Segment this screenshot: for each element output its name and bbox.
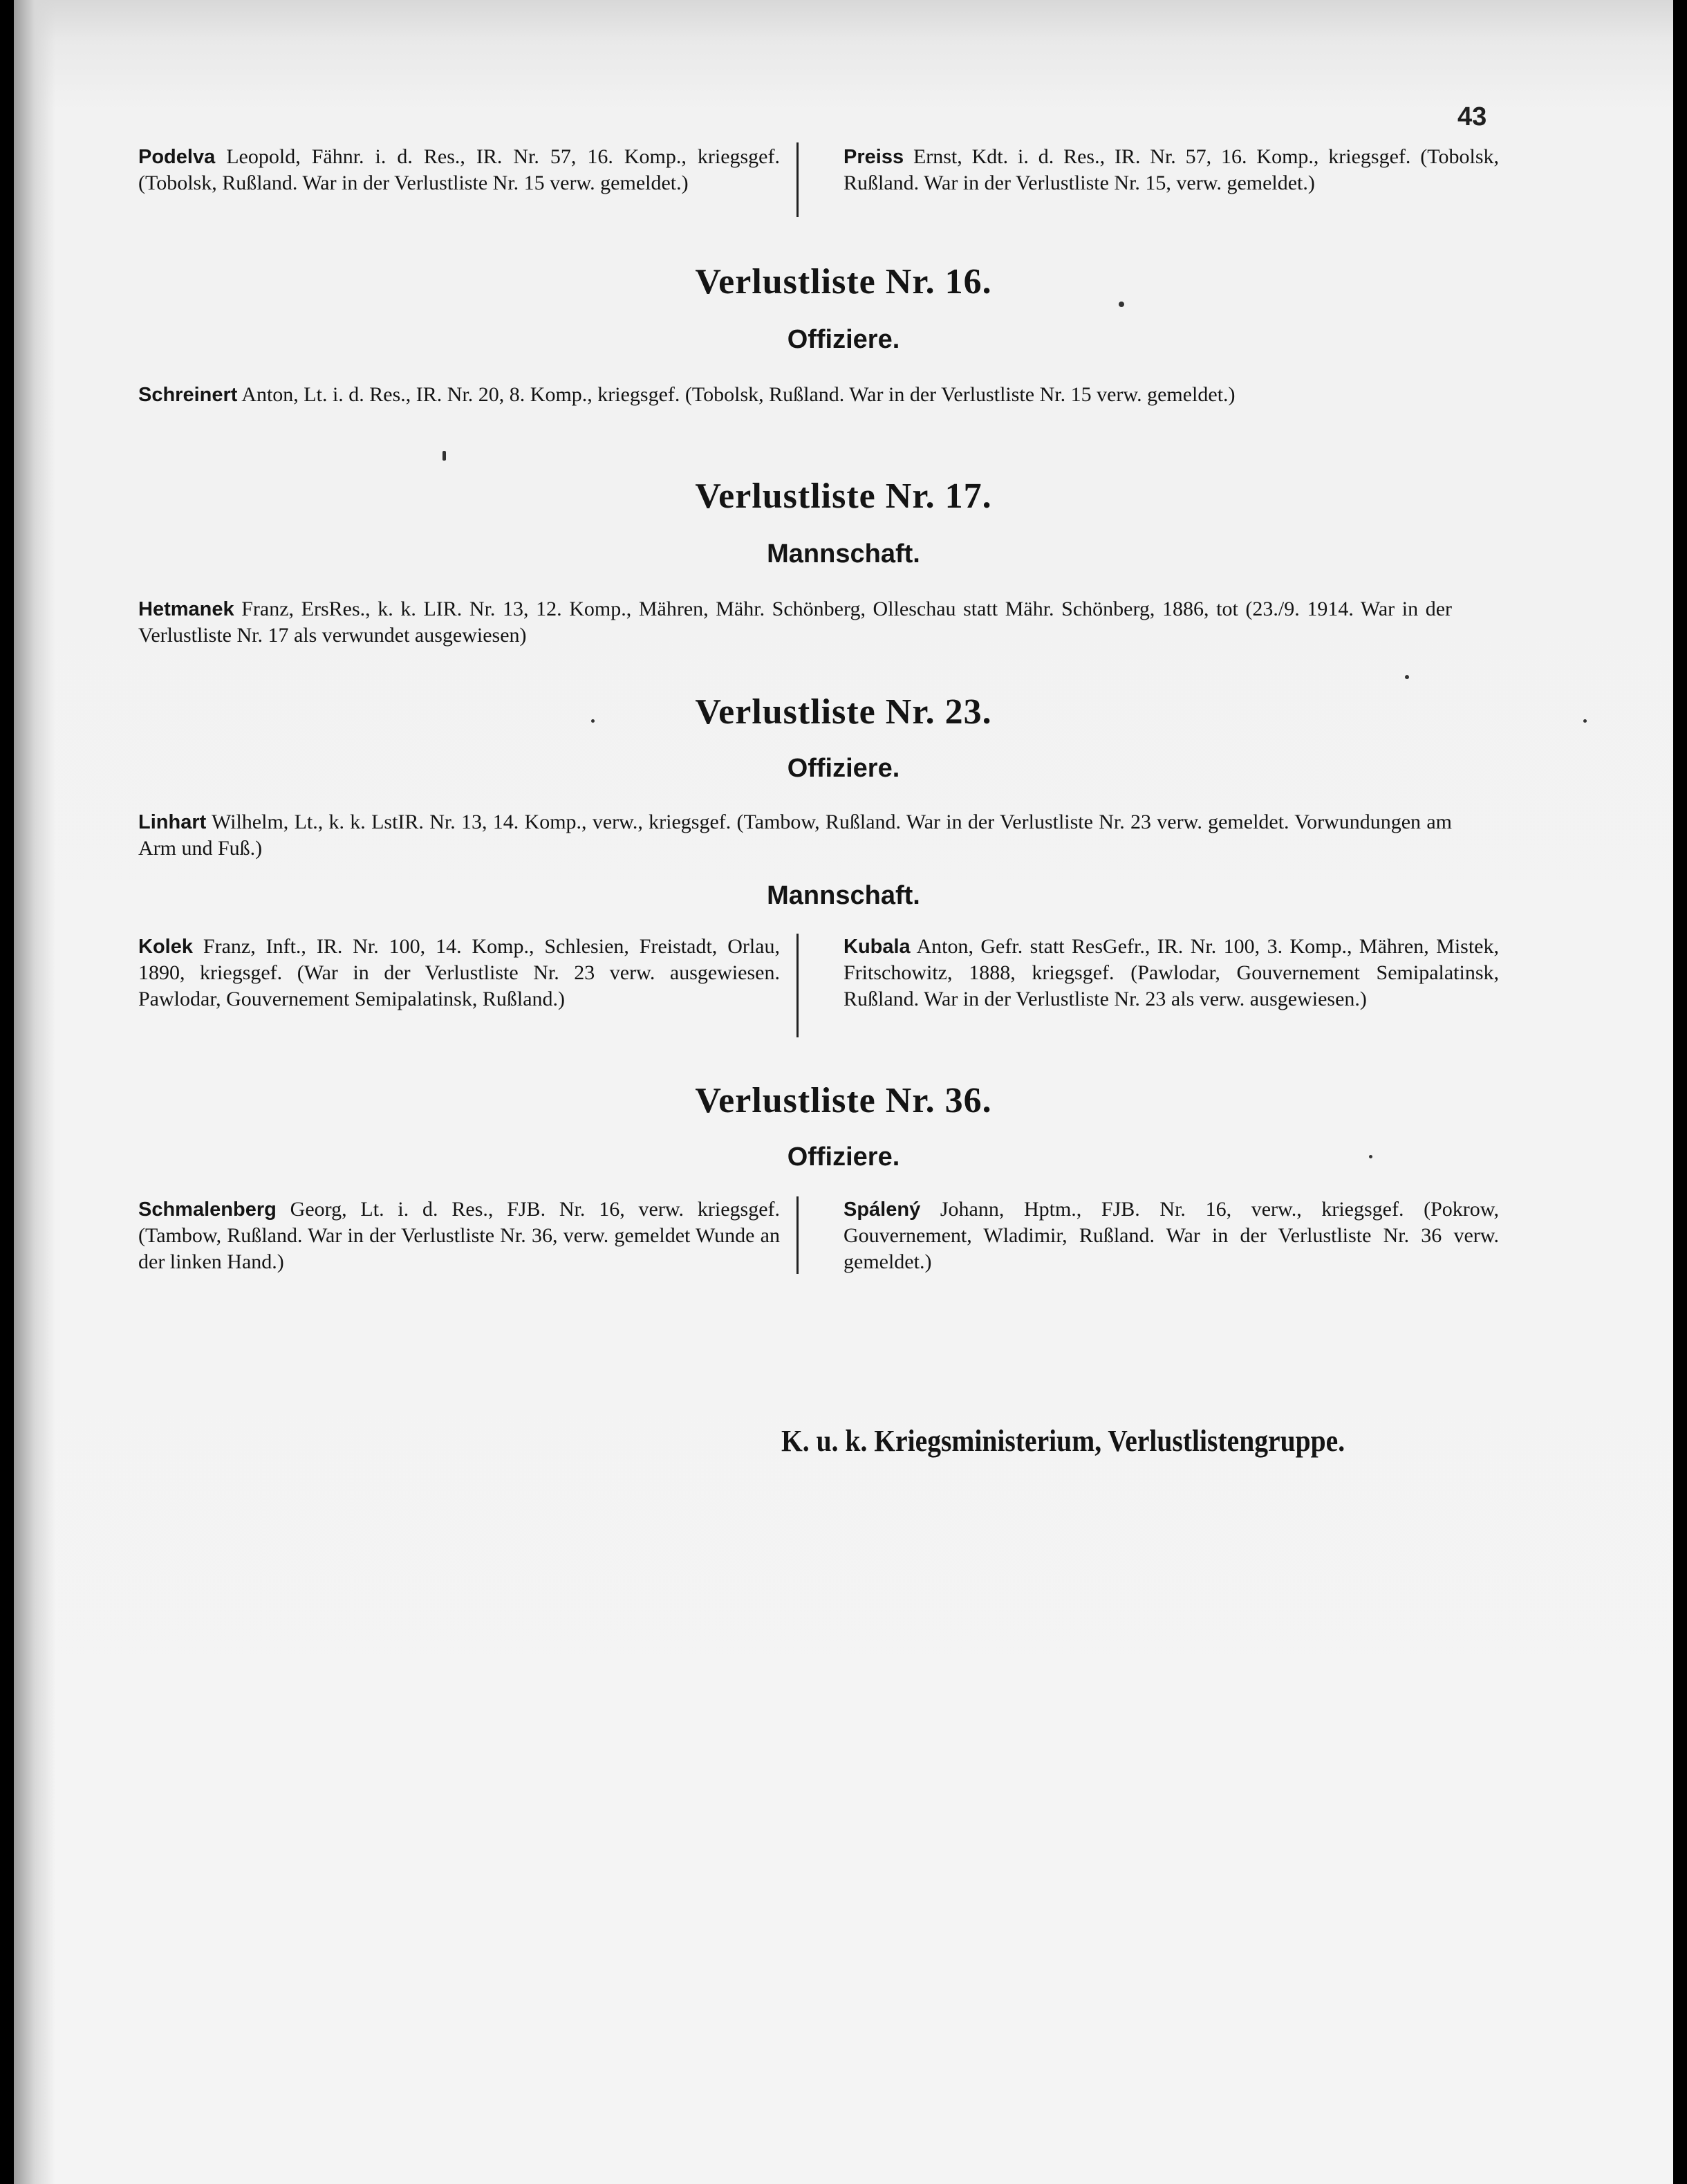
section-heading-36: Verlustliste Nr. 36.: [695, 1081, 992, 1120]
entry-surname: Kolek: [138, 936, 193, 958]
column-divider: [796, 1196, 799, 1274]
entry-text: Anton, Lt. i. d. Res., IR. Nr. 20, 8. Komp., kriegsgef. (Tobolsk, Rußland. War in der Verlustliste Nr. 15 verw. gemeldet.): [237, 383, 1236, 406]
entry-schreinert: [111, 382, 1452, 408]
scan-speck: [442, 451, 446, 461]
entry-surname: Schreinert: [138, 384, 238, 406]
entry-surname: Preiss: [843, 146, 904, 168]
entry-text: Ernst, Kdt. i. d. Res., IR. Nr. 57, 16. Komp., kriegsgef. (Tobolsk, Rußland. War in der Verlustliste Nr. 15, verw. gemeldet.): [843, 145, 1499, 194]
section-heading-16: Verlustliste Nr. 16.: [695, 262, 992, 302]
entry-text: Wilhelm, Lt., k. k. LstIR. Nr. 13, 14. Komp., verw., kriegsgef. (Tambow, Rußland. War in der Verlustliste Nr. 23 verw. gemeldet. Vorwundungen am Arm und Fuß.): [138, 811, 1452, 860]
entry-surname: Hetmanek: [138, 598, 234, 620]
entry-kubala: [816, 934, 1499, 1012]
scan-speck: [1583, 719, 1587, 723]
section-subheading-men-23: Mannschaft.: [767, 881, 920, 910]
section-subheading-officers-36: Offiziere.: [787, 1142, 900, 1172]
entry-preiss: [816, 144, 1499, 196]
section-subheading-officers-23: Offiziere.: [787, 754, 900, 783]
section-subheading-officers-16: Offiziere.: [787, 325, 900, 354]
ministry-signature: K. u. k. Kriegsministerium, Verlustlistengruppe.: [781, 1424, 1345, 1458]
entry-surname: Spálený: [843, 1199, 921, 1221]
scan-speck: [1405, 675, 1409, 679]
column-divider: [796, 142, 799, 217]
entry-kolek: [111, 934, 780, 1012]
scan-speck: [591, 719, 595, 723]
entry-hetmanek: [111, 596, 1452, 649]
entry-schmalenberg: [111, 1196, 780, 1275]
entry-text: Anton, Gefr. statt ResGefr., IR. Nr. 100, 3. Komp., Mähren, Mistek, Fritschowitz, 1888, kriegsgef. (Pawlodar, Gouvernement Semipalatinsk, Rußland. War in der Verlustliste Nr. 23 als verw. ausgewiesen.): [843, 935, 1499, 1010]
section-heading-23: Verlustliste Nr. 23.: [695, 692, 992, 732]
entry-linhart: [111, 809, 1452, 862]
entry-text: Leopold, Fähnr. i. d. Res., IR. Nr. 57, 16. Komp., kriegsgef. (Tobolsk, Rußland. War in der Verlustliste Nr. 15 verw. gemeldet.): [138, 145, 780, 194]
entry-text: Johann, Hptm., FJB. Nr. 16, verw., kriegsgef. (Pokrow, Gouvernement, Wladimir, Rußland. War in der Verlustliste Nr. 36 verw. gemeldet.): [843, 1198, 1499, 1273]
scan-speck: [1119, 302, 1124, 307]
entry-surname: Podelva: [138, 146, 216, 168]
section-heading-17: Verlustliste Nr. 17.: [695, 476, 992, 516]
scan-speck: [1369, 1155, 1372, 1158]
page-number: 43: [1457, 102, 1487, 131]
entry-text: Georg, Lt. i. d. Res., FJB. Nr. 16, verw. kriegsgef. (Tambow, Rußland. War in der Verlustliste Nr. 36, verw. gemeldet Wunde an der linken Hand.): [138, 1198, 780, 1273]
entry-text: Franz, ErsRes., k. k. LIR. Nr. 13, 12. Komp., Mähren, Mähr. Schönberg, Olleschau statt Mähr. Schönberg, 1886, tot (23./9. 1914. War in der Verlustliste Nr. 17 als verwundet ausgewiesen): [138, 598, 1452, 647]
entry-text: Franz, Inft., IR. Nr. 100, 14. Komp., Schlesien, Freistadt, Orlau, 1890, kriegsgef. (War in der Verlustliste Nr. 23 verw. ausgewiesen. Pawlodar, Gouvernement Semipalatinsk, Rußland.): [138, 935, 780, 1010]
entry-surname: Schmalenberg: [138, 1199, 277, 1221]
column-divider: [796, 934, 799, 1037]
section-subheading-men-17: Mannschaft.: [767, 539, 920, 568]
entry-surname: Linhart: [138, 811, 207, 833]
entry-surname: Kubala: [843, 936, 911, 958]
entry-spaleny: [816, 1196, 1499, 1275]
entry-podelva: [111, 144, 780, 196]
